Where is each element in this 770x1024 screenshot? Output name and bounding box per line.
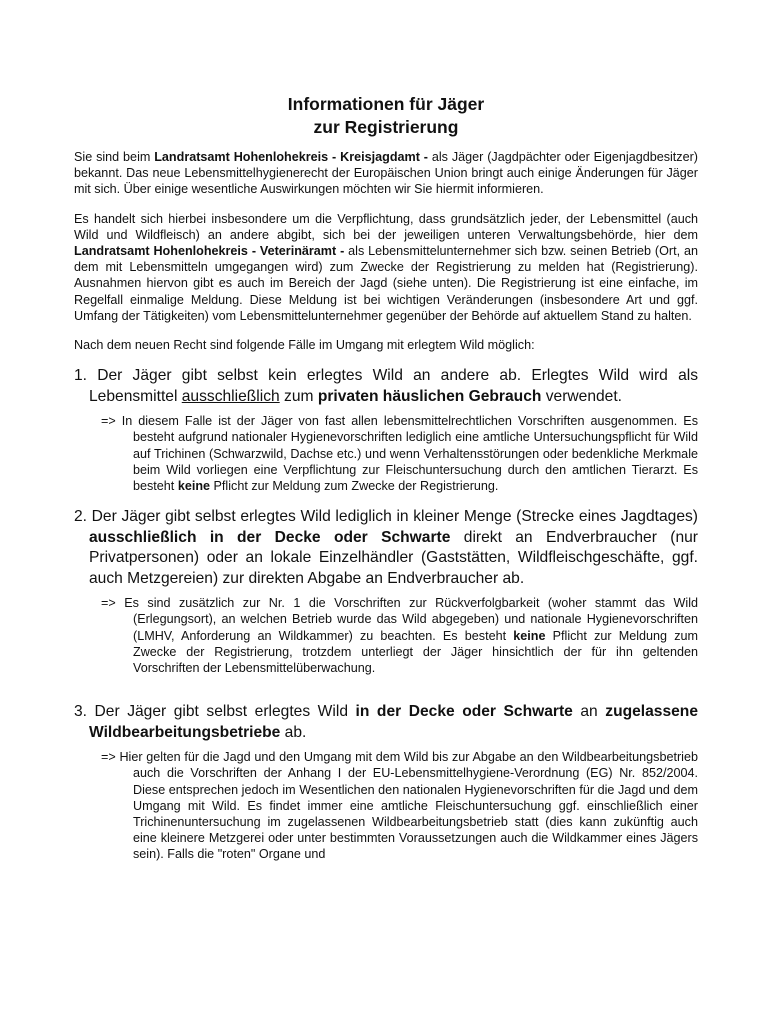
obligation-paragraph	[74, 211, 698, 324]
intro-bold-authority: Landratsamt Hohenlohekreis - Kreisjagdamt -	[154, 150, 428, 164]
case-3-text-3: ab.	[280, 723, 307, 741]
intro-text-2: als Jäger (Jagdpächter oder Eigenjagdbesitzer) bekannt. Das neue Lebensmittelhygienerecht der Europäischen Union bringt auch einige Änderungen für Jäger mit sich. Über einige wesentliche Auswirkungen möchten wir Sie hiermit informieren.	[74, 150, 698, 197]
case-3-text-1: 3. Der Jäger gibt selbst erlegtes Wild	[74, 703, 356, 721]
case-2-heading	[74, 507, 698, 589]
obligation-text-2: als Lebensmittelunternehmer sich bzw. seinen Betrieb (Ort, an dem mit Lebensmitteln umgegangen wird) zum Zwecke der Registrierung zu melden hat (Registrierung). Ausnahmen hiervon gibt es auch im Bereich der Jagd (siehe unten). Die Registrierung ist eine einfache, im Regelfall einmalige Meldung. Diese Meldung ist bei wichtigen Veränderungen (insbesondere Art und ggf. Umfang der Tätigkeiten) vom Lebensmittelunternehmer gegenüber der Behörde auf aktuellem Stand zu halten.	[74, 244, 698, 323]
case-1-text-3: verwendet.	[541, 387, 623, 405]
document-title	[74, 93, 698, 139]
case-1-underlined: ausschließlich	[181, 387, 280, 405]
case-1-text-2: zum	[279, 387, 318, 405]
case-3-text-2: an	[572, 703, 606, 721]
case-3-note	[101, 749, 698, 862]
document-page	[74, 93, 698, 876]
case-3-heading	[74, 702, 698, 743]
case-3-note-text: => Hier gelten für die Jagd und den Umgang mit dem Wild bis zur Abgabe an den Wildbearbeitungsbetrieb auch die Vorschriften der Anhang I der EU-Lebensmittelhygiene-Verordnung (EG) Nr. 852/2004. Diese entsprechen jedoch im Wesentlichen den nationalen Hygienevorschriften für die Jagd und dem Umgang mit Wild. Es findet immer eine amtliche Fleischuntersuchung ggf. einschließlich einer Trichinenuntersuchung im zugelassenen Wildbearbeitungsbetrieb statt (dies kann zukünftig auch eine kleinere Metzgerei oder unter bestimmten Voraussetzungen auch die Wildkammer eines Jägers sein). Falls die "roten" Organe und	[101, 750, 698, 862]
case-1-note-bold: keine	[177, 479, 211, 494]
case-2-note	[101, 595, 698, 676]
title-line-2: zur Registrierung	[313, 117, 459, 137]
case-1-note	[101, 413, 698, 494]
case-2-note-text-2: Pflicht zur Meldung zum Zwecke der Registrierung, trotzdem unterliegt der Jäger hinsichtlich der für ihn geltenden Vorschriften der Lebensmittelüberwachung.	[133, 628, 699, 676]
case-1-text-1: 1. Der Jäger gibt selbst kein erlegtes Wild an andere ab. Erlegtes Wild wird als Lebensmittel	[74, 367, 698, 405]
intro-text-1: Sie sind beim	[74, 150, 155, 164]
case-2-text-2: direkt an Endverbraucher (nur Privatpersonen) oder an lokale Einzelhändler (Gaststätten, Wildfleischgeschäfte, ggf. auch Metzgereien) zur direkten Abgabe an Endverbraucher ab.	[89, 528, 698, 587]
case-2-bold: ausschließlich in der Decke oder Schwarte	[89, 528, 451, 546]
case-1-heading	[74, 366, 698, 407]
case-2-text-1: 2. Der Jäger gibt selbst erlegtes Wild lediglich in kleiner Menge (Strecke eines Jagdtages)	[74, 508, 698, 526]
case-1-bold: privaten häuslichen Gebrauch	[317, 387, 542, 405]
case-2-note-text-1: => Es sind zusätzlich zur Nr. 1 die Vorschriften zur Rückverfolgbarkeit (woher stammt das Wild (Erlegungsort), an welchen Betrieb wurde das Wild abgegeben) und nationale Hygienevorschriften (LMHV, Anforderung an Wildkammer) zu beachten. Es besteht	[101, 596, 698, 643]
case-3-bold-2: zugelassene Wildbearbeitungsbetriebe	[89, 703, 699, 741]
case-3-bold-1: in der Decke oder Schwarte	[355, 703, 573, 721]
case-1-note-text-2: Pflicht zur Meldung zum Zwecke der Registrierung.	[210, 479, 499, 494]
title-line-1: Informationen für Jäger	[287, 94, 485, 114]
obligation-bold-authority: Landratsamt Hohenlohekreis - Veterinäramt -	[74, 244, 345, 259]
case-2-note-bold: keine	[513, 628, 546, 643]
intro-paragraph	[74, 149, 698, 198]
obligation-text-1: Es handelt sich hierbei insbesondere um die Verpflichtung, dass grundsätzlich jeder, der Lebensmittel (auch Wild und Wildfleisch) an andere abgibt, sich bei der jeweiligen unteren Verwaltungsbehörde, hier dem	[74, 211, 698, 242]
cases-intro-paragraph: Nach dem neuen Recht sind folgende Fälle im Umgang mit erlegtem Wild möglich:	[74, 338, 535, 353]
case-1-note-text-1: => In diesem Falle ist der Jäger von fast allen lebensmittelrechtlichen Vorschriften ausgenommen. Es besteht aufgrund nationaler Hygienevorschriften lediglich eine amtliche Untersuchungspflicht für Wild auf Trichinen (Schwarzwild, Dachse etc.) und wenn Verhaltensstörungen oder bedenkliche Merkmale beim Wild vorliegen eine Verpflichtung zur Fleischuntersuchung durch den amtlichen Tierarzt. Es besteht	[101, 414, 698, 494]
